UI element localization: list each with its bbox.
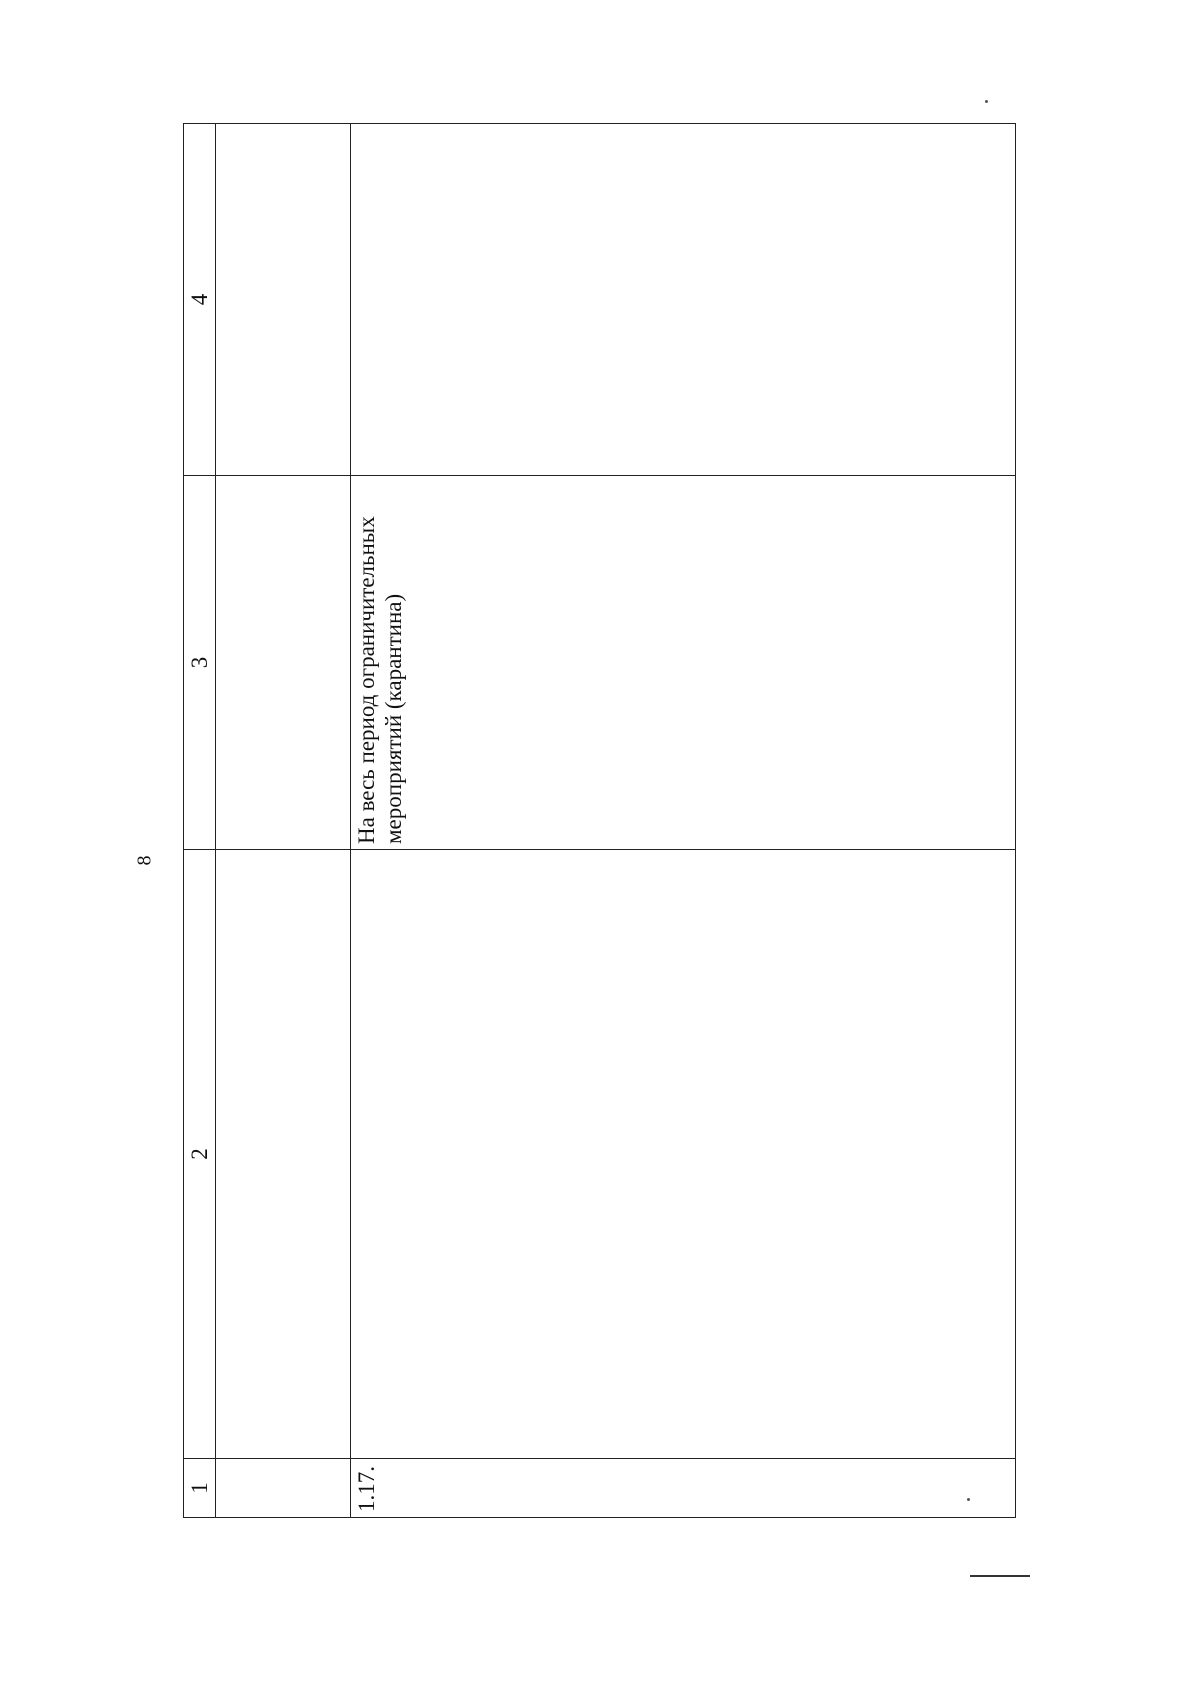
measure-text-cell <box>351 850 1016 1459</box>
table-row <box>216 124 351 1518</box>
responsible-cell <box>216 124 351 476</box>
table-header-row <box>184 124 216 1518</box>
header-cell-1: 1 <box>184 1459 216 1518</box>
scan-mark-line <box>970 1575 1030 1577</box>
row-number-cell: 1.17. <box>351 1459 1016 1518</box>
measure-text-cell <box>216 850 351 1459</box>
header-cell-4: 4 <box>184 124 216 476</box>
header-cell-2: 2 <box>184 850 216 1459</box>
responsible-cell <box>351 124 1016 476</box>
row-number-cell <box>216 1459 351 1518</box>
page-number: 8 <box>133 855 156 866</box>
header-cell-3: 3 <box>184 476 216 850</box>
period-cell: На весь период ограничительных мероприятий (карантина) <box>351 476 1016 850</box>
period-cell <box>216 476 351 850</box>
scan-dust-dot <box>967 1498 970 1501</box>
table-row <box>351 124 1016 1518</box>
scan-dust-dot <box>985 100 988 103</box>
measures-table <box>183 123 1016 1518</box>
rotated-table-wrapper <box>183 168 1033 1518</box>
